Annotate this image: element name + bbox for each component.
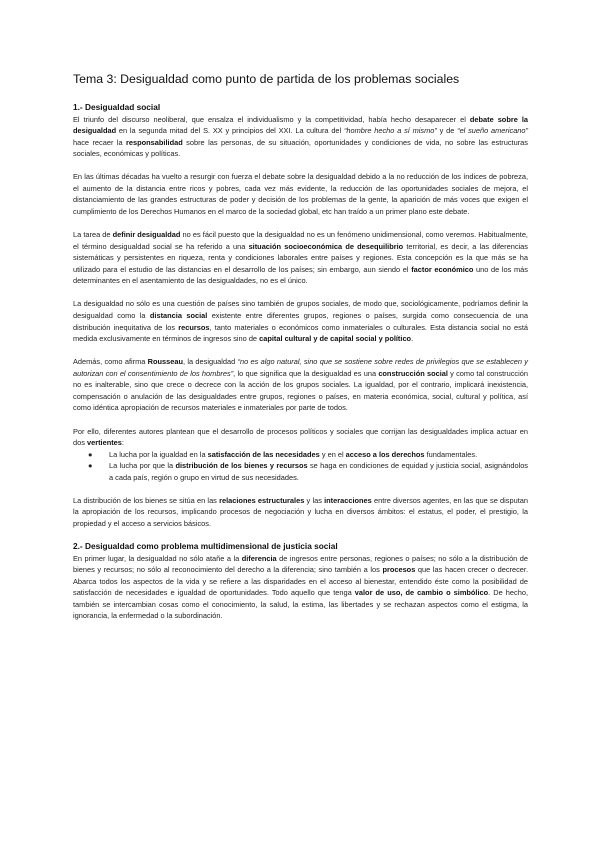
section-1-heading: 1.- Desigualdad social: [73, 102, 161, 112]
section-1-paragraph-7: La distribución de los bienes se sitúa en las relaciones estructurales y las interacciones entre diversos agentes, en las que se disputan la apropiación de los recursos, implicando procesos de negociación y lucha en diversos ámbitos: el estatus, el poder, el prestigio, la propiedad y el acceso a servicios básicos.: [73, 495, 528, 529]
list-item: ● La lucha por que la distribución de los bienes y recursos se haga en condiciones de equidad y justicia social, asignándolos a cada país, región o grupo en virtud de sus necesidades.: [88, 461, 528, 482]
bullet-icon: ●: [88, 461, 93, 471]
bullet-icon: ●: [88, 449, 93, 459]
section-1-paragraph-5: Además, como afirma Rousseau, la desigualdad “no es algo natural, sino que se sostiene sobre redes de privilegios que se establecen y autorizan con el consentimiento de los hombres”, lo que significa que la desigualdad es una construcción social y como tal construcción no es inalterable, sino que crece o decrece con la acción de los grupos sociales. La igualdad, por el contrario, implicará inexistencia, compensación o anulación de las desigualdades entre grupos, regiones o países, en materia económica, social, cultural y política, así como idéntica apropiación de recursos materiales e inmateriales por parte de todos.: [73, 357, 528, 413]
section-2-heading: 2.- Desigualdad como problema multidimensional de justicia social: [73, 541, 338, 552]
section-1-paragraph-3: La tarea de definir desigualdad no es fácil puesto que la desigualdad no es un fenómeno unidimensional, como veremos. Habitualmente, el término desigualdad social se ha referido a una situación socioeconómica de desequilibrio territorial, es decir, a las diferencias sistemáticas y persistentes en riqueza, renta y condiciones laborales entre países y regiones. Esta concepción es la que más se ha utilizado para el estudio de las distancias en el desarrollo de los países; sin embargo, aun siendo el factor económico uno de los más determinantes en el asentamiento de las desigualdades, no es el único.: [73, 230, 528, 286]
section-1-paragraph-4: La desigualdad no sólo es una cuestión de países sino también de grupos sociales, de modo que, sociológicamente, podríamos definir la desigualdad como la distancia social existente entre diferentes grupos, regiones o países, surgida como consecuencia de una distribución inequitativa de los recursos, tanto materiales o económicos como inmateriales o culturales. Esta distancia social no está medida exclusivamente en términos de ingresos sino de capital cultural y de capital social y político.: [73, 299, 528, 344]
section-1-paragraph-2: En las últimas décadas ha vuelto a resurgir con fuerza el debate sobre la desigualdad debido a la no reducción de los índices de pobreza, el aumento de la distancia entre ricos y pobres, cada vez más evidente, la reducción de las oportunidades sociales de mejora, el distanciamiento de las grandes estructuras de poder y decisión de los problemas de la gente, la aparición de más voces que exigen el cumplimiento de los Derechos Humanos en el marco de la sociedad global, etc han traído a un primer plano este debate.: [73, 172, 528, 217]
document-content: [73, 72, 528, 634]
section-2-paragraph-1: En primer lugar, la desigualdad no sólo atañe a la diferencia de ingresos entre personas, regiones o países; no sólo a la distribución de bienes y recursos; no sólo al reconocimiento del derecho a la diferencia; sino también a los procesos que las hacen crecer o decrecer. Abarca todos los aspectos de la vida y se refiere a las disparidades en el acceso al bienestar, entendido éste como la posibilidad de satisfacción de necesidades e igualdad de oportunidades. Todo aquello que tenga valor de uso, de cambio o simbólico. De hecho, también se intercambian cosas como el conocimiento, la salud, la estima, las libertades y se rechazan aspectos como el estigma, la ignorancia, la enfermedad o la subordinación.: [73, 553, 529, 621]
bullet-list: [73, 449, 528, 484]
section-1-paragraph-1: El triunfo del discurso neoliberal, que ensalza el individualismo y la competitividad, había hecho desaparecer el debate sobre la desigualdad en la segunda mitad del S. XX y principios del XXI. La cultura del “hombre hecho a sí mismo” y de “el sueño americano” hace recaer la responsabilidad sobre las personas, de su situación, oportunidades y condiciones de vida, no sobre las estructuras sociales, económicas y políticas.: [73, 114, 528, 159]
list-item: ● La lucha por la igualdad en la satisfacción de las necesidades y en el acceso a los derechos fundamentales.: [88, 449, 478, 459]
page-title: Tema 3: Desigualdad como punto de partida de los problemas sociales: [73, 72, 460, 86]
section-1-paragraph-6: Por ello, diferentes autores plantean que el desarrollo de procesos políticos y sociales que corrijan las desigualdades implica actuar en dos vertientes:: [73, 426, 528, 448]
